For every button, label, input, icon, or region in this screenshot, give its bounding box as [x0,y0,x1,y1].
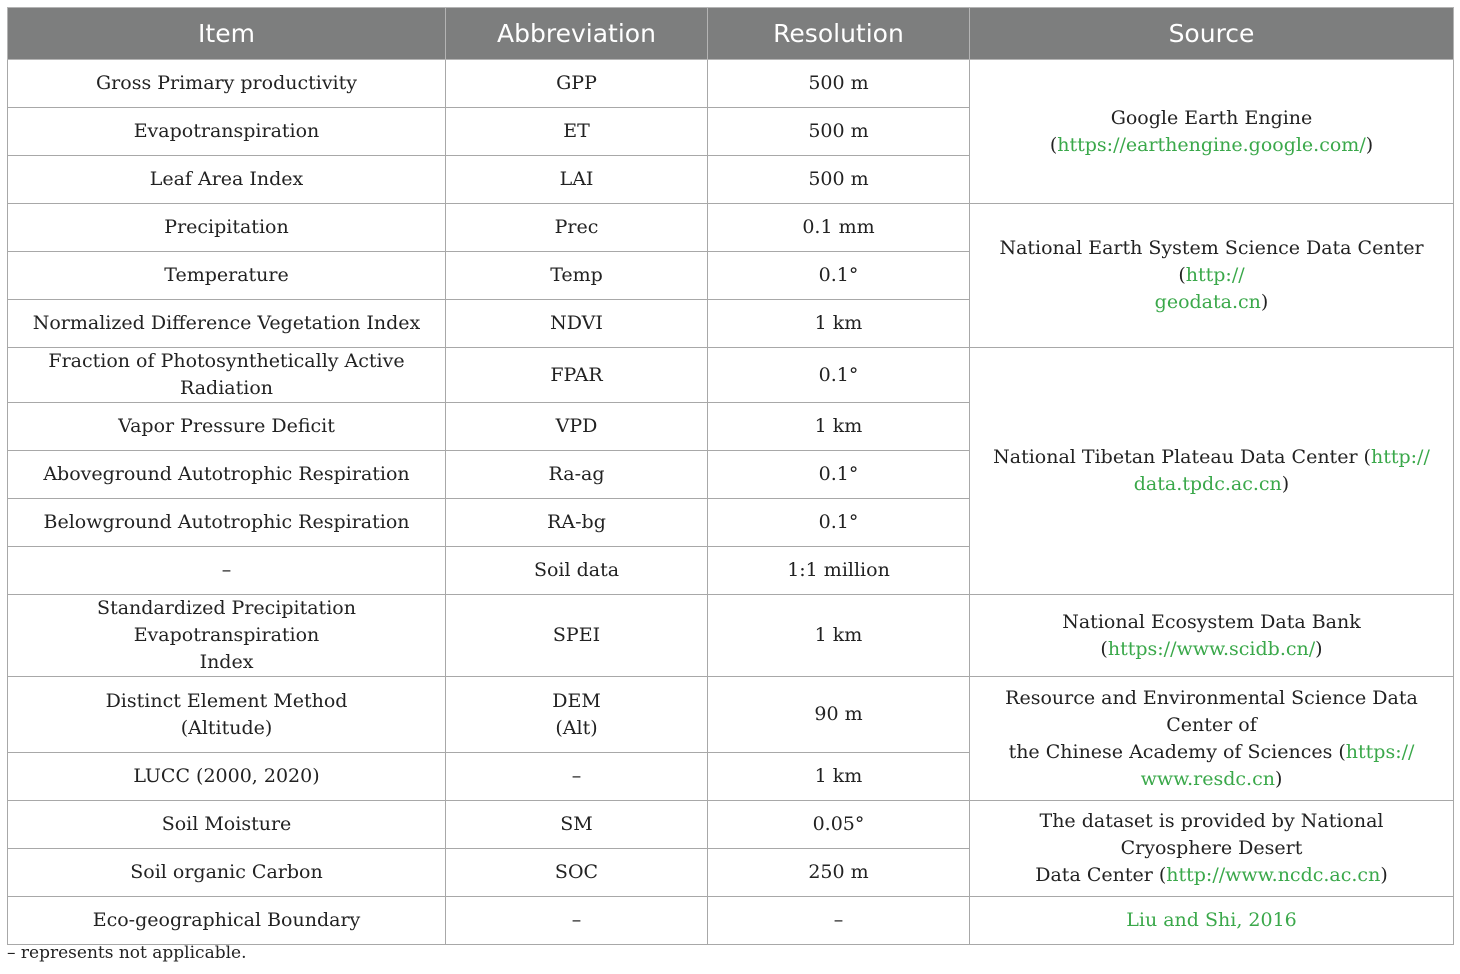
item-text-line1: Distinct Element Method [105,689,348,712]
resolution-cell: – [708,897,970,945]
item-cell: Leaf Area Index [8,156,446,204]
resolution-cell: 1 km [708,595,970,677]
item-cell: Fraction of Photosynthetically Active Radiation [8,348,446,403]
resolution-cell: 500 m [708,108,970,156]
table-row [8,348,1454,403]
source-cell [970,60,1454,204]
abbreviation-cell [446,677,708,753]
source-close: ) [1365,133,1374,156]
table-header-row [8,8,1454,60]
abbreviation-cell: SM [446,801,708,849]
header-abbreviation: Abbreviation [446,8,708,60]
abbreviation-cell: Soil data [446,547,708,595]
resolution-cell: 0.1° [708,499,970,547]
abbreviation-cell: Ra-ag [446,451,708,499]
source-link-part2[interactable]: www.resdc.cn [1140,767,1275,790]
table-row [8,677,1454,753]
source-close: ) [1260,291,1269,313]
abbreviation-cell: Prec [446,204,708,252]
source-cell [970,595,1454,677]
abbreviation-cell: – [446,753,708,801]
item-text-line1: Standardized Precipitation Evapotranspiration [97,597,356,646]
source-link[interactable]: https://www.scidb.cn/ [1107,637,1316,660]
abbreviation-cell: GPP [446,60,708,108]
abbreviation-line1: DEM [552,689,601,712]
source-line2: Data Center ( [1035,864,1167,886]
abbreviation-cell: Temp [446,252,708,300]
resolution-cell: 500 m [708,156,970,204]
item-cell: LUCC (2000, 2020) [8,753,446,801]
citation-link[interactable]: Liu and Shi, 2016 [1126,909,1297,931]
header-item: Item [8,8,446,60]
resolution-cell: 0.1° [708,252,970,300]
item-text-line2: Index [199,651,254,673]
resolution-cell: 1 km [708,753,970,801]
resolution-cell: 500 m [708,60,970,108]
header-source: Source [970,8,1454,60]
source-line2: the Chinese Academy of Sciences ( [1008,740,1346,763]
resolution-cell: 0.05° [708,801,970,849]
item-cell: Aboveground Autotrophic Respiration [8,451,446,499]
source-link[interactable]: https://earthengine.google.com/ [1057,133,1366,156]
item-cell: Belowground Autotrophic Respiration [8,499,446,547]
source-text: Google Earth Engine ( [1049,106,1313,156]
source-text: National Earth System Science Data Center ( [999,237,1424,286]
item-text-line2: (Altitude) [180,716,273,739]
resolution-cell: 250 m [708,849,970,897]
abbreviation-cell: – [446,897,708,945]
source-line1: Resource and Environmental Science Data Center of [1005,686,1418,736]
table-row [8,60,1454,108]
resolution-cell: 90 m [708,677,970,753]
abbreviation-cell: ET [446,108,708,156]
abbreviation-cell: VPD [446,403,708,451]
item-cell: Eco-geographical Boundary [8,897,446,945]
source-link[interactable]: http://www.ncdc.ac.cn [1166,864,1381,886]
source-close: ) [1274,767,1283,790]
source-link-part1[interactable]: https:// [1345,740,1415,763]
table-row [8,897,1454,945]
source-line1: The dataset is provided by National Cryosphere Desert [1039,810,1384,859]
item-cell [8,677,446,753]
abbreviation-cell: LAI [446,156,708,204]
resolution-cell: 0.1° [708,348,970,403]
item-cell: Normalized Difference Vegetation Index [8,300,446,348]
header-resolution: Resolution [708,8,970,60]
resolution-cell: 0.1 mm [708,204,970,252]
abbreviation-cell: FPAR [446,348,708,403]
table-row [8,801,1454,849]
source-cell [970,348,1454,595]
source-link-part2[interactable]: data.tpdc.ac.cn [1133,473,1282,495]
item-cell: Soil Moisture [8,801,446,849]
item-cell: Vapor Pressure Deficit [8,403,446,451]
source-cell [970,897,1454,945]
abbreviation-cell: SPEI [446,595,708,677]
source-text: National Ecosystem Data Bank ( [1062,610,1361,660]
item-cell: Gross Primary productivity [8,60,446,108]
item-cell [8,595,446,677]
resolution-cell: 1 km [708,300,970,348]
source-close: ) [1380,864,1388,886]
source-link-part2[interactable]: geodata.cn [1154,291,1261,313]
table-footnote: – represents not applicable. [7,943,247,963]
data-sources-table [7,7,1454,945]
source-close: ) [1315,637,1323,660]
abbreviation-cell: SOC [446,849,708,897]
source-link-part1[interactable]: http:// [1370,446,1430,468]
source-link-part1[interactable]: http:// [1185,264,1245,286]
source-text: National Tibetan Plateau Data Center ( [993,446,1371,468]
source-close: ) [1281,473,1290,495]
resolution-cell: 0.1° [708,451,970,499]
resolution-cell: 1:1 million [708,547,970,595]
item-cell: Soil organic Carbon [8,849,446,897]
item-cell: Temperature [8,252,446,300]
table-row [8,595,1454,677]
item-cell: Precipitation [8,204,446,252]
item-cell: – [8,547,446,595]
abbreviation-cell: RA-bg [446,499,708,547]
abbreviation-cell: NDVI [446,300,708,348]
resolution-cell: 1 km [708,403,970,451]
abbreviation-line2: (Alt) [555,716,598,739]
source-cell [970,677,1454,801]
source-cell [970,204,1454,348]
source-cell [970,801,1454,897]
table-row [8,204,1454,252]
item-cell: Evapotranspiration [8,108,446,156]
